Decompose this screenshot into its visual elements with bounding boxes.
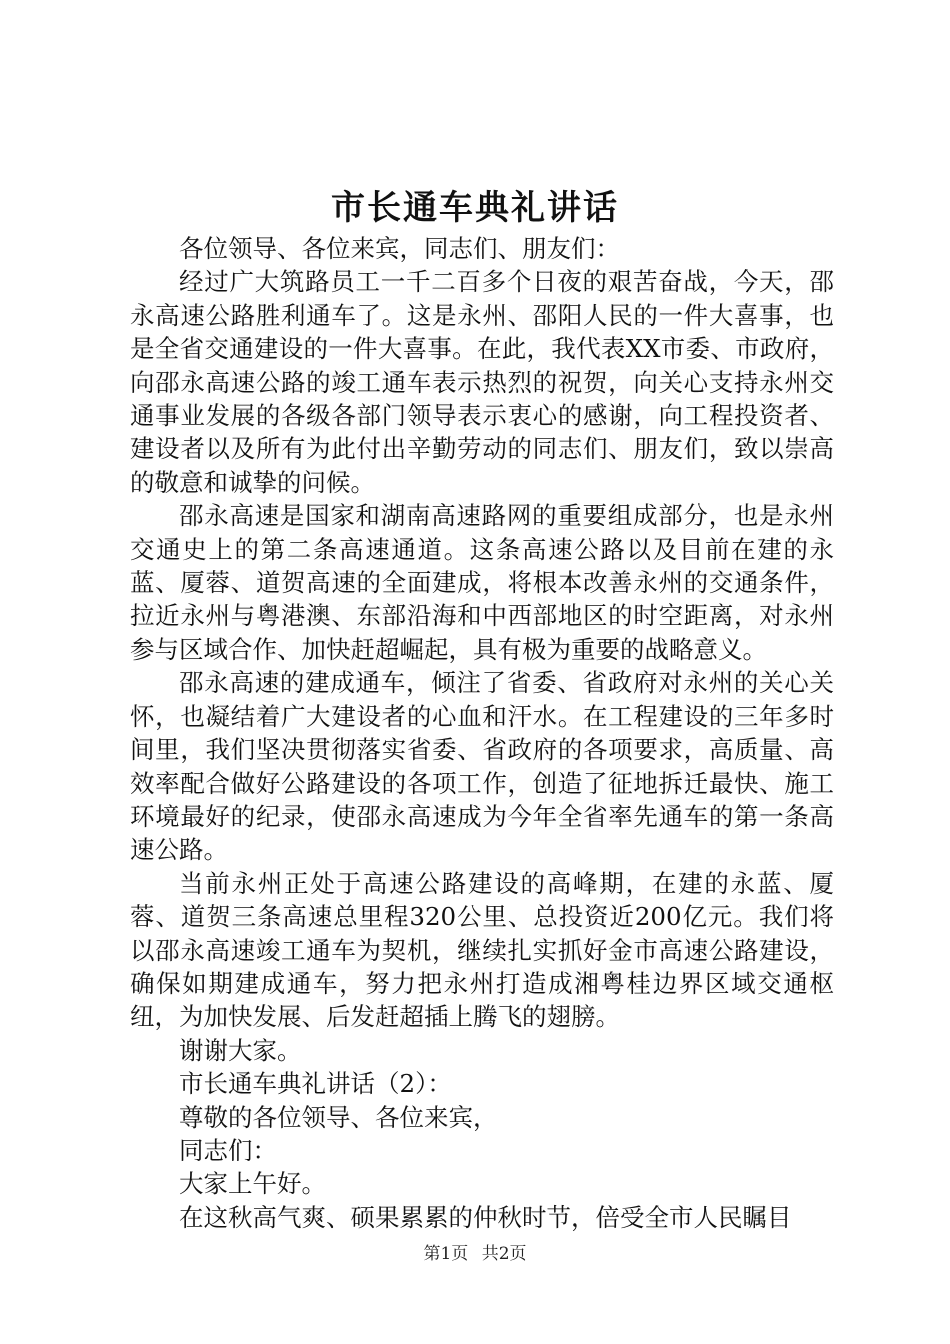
- page-number: 第1页: [423, 1244, 469, 1264]
- document-body: [130, 232, 834, 1234]
- closing-paragraph: 谢谢大家。: [179, 1035, 302, 1065]
- page-footer: [0, 1242, 950, 1266]
- body-paragraph: 经过广大筑路员工一千二百多个日夜的艰苦奋战，今天，邵永高速公路胜利通车了。这是永州、邵阳人民的一件大喜事，也是全省交通建设的一件大喜事。在此，我代表XX市委、市政府，向邵永高速公路的竣工通车表示热烈的祝贺，向关心支持永州交通事业发展的各级各部门领导表示衷心的感谢，向工程投资者、建设者以及所有为此付出辛勤劳动的同志们、朋友们，致以崇高的敬意和诚挚的问候。: [130, 267, 834, 497]
- salutation-paragraph: 各位领导、各位来宾，同志们、朋友们：: [179, 234, 620, 263]
- salutation-line: 尊敬的各位领导、各位来宾，: [179, 1102, 498, 1132]
- body-paragraph: 邵永高速的建成通车，倾注了省委、省政府对永州的关心关怀，也凝结着广大建设者的心血和汗水。在工程建设的三年多时间里，我们坚决贯彻落实省委、省政府的各项要求，高质量、高效率配合做好公路建设的各项工作，创造了征地拆迁最快、施工环境最好的纪录，使邵永高速成为今年全省率先通车的第一条高速公路。: [130, 668, 834, 865]
- body-paragraph: 在这秋高气爽、硕果累累的仲秋时节，倍受全市人民瞩目: [179, 1202, 792, 1232]
- page-total: 共2页: [481, 1244, 527, 1264]
- section-heading: 市长通车典礼讲话（2）：: [179, 1069, 452, 1099]
- body-paragraph: 邵永高速是国家和湖南高速路网的重要组成部分，也是永州交通史上的第二条高速通道。这条高速公路以及目前在建的永蓝、厦蓉、道贺高速的全面建成，将根本改善永州的交通条件，拉近永州与粤港澳、东部沿海和中西部地区的时空距离，对永州参与区域合作、加快赶超崛起，具有极为重要的战略意义。: [130, 501, 834, 664]
- body-paragraph: 当前永州正处于高速公路建设的高峰期，在建的永蓝、厦蓉、道贺三条高速总里程320公里、总投资近200亿元。我们将以邵永高速竣工通车为契机，继续扎实抓好金市高速公路建设，确保如期建成通车，努力把永州打造成湘粤桂边界区域交通枢纽，为加快发展、后发赶超插上腾飞的翅膀。: [130, 868, 834, 1032]
- greeting-line: 大家上午好。: [179, 1169, 326, 1199]
- salutation-line: 同志们：: [179, 1135, 277, 1165]
- document-title: 市长通车典礼讲话: [331, 188, 619, 228]
